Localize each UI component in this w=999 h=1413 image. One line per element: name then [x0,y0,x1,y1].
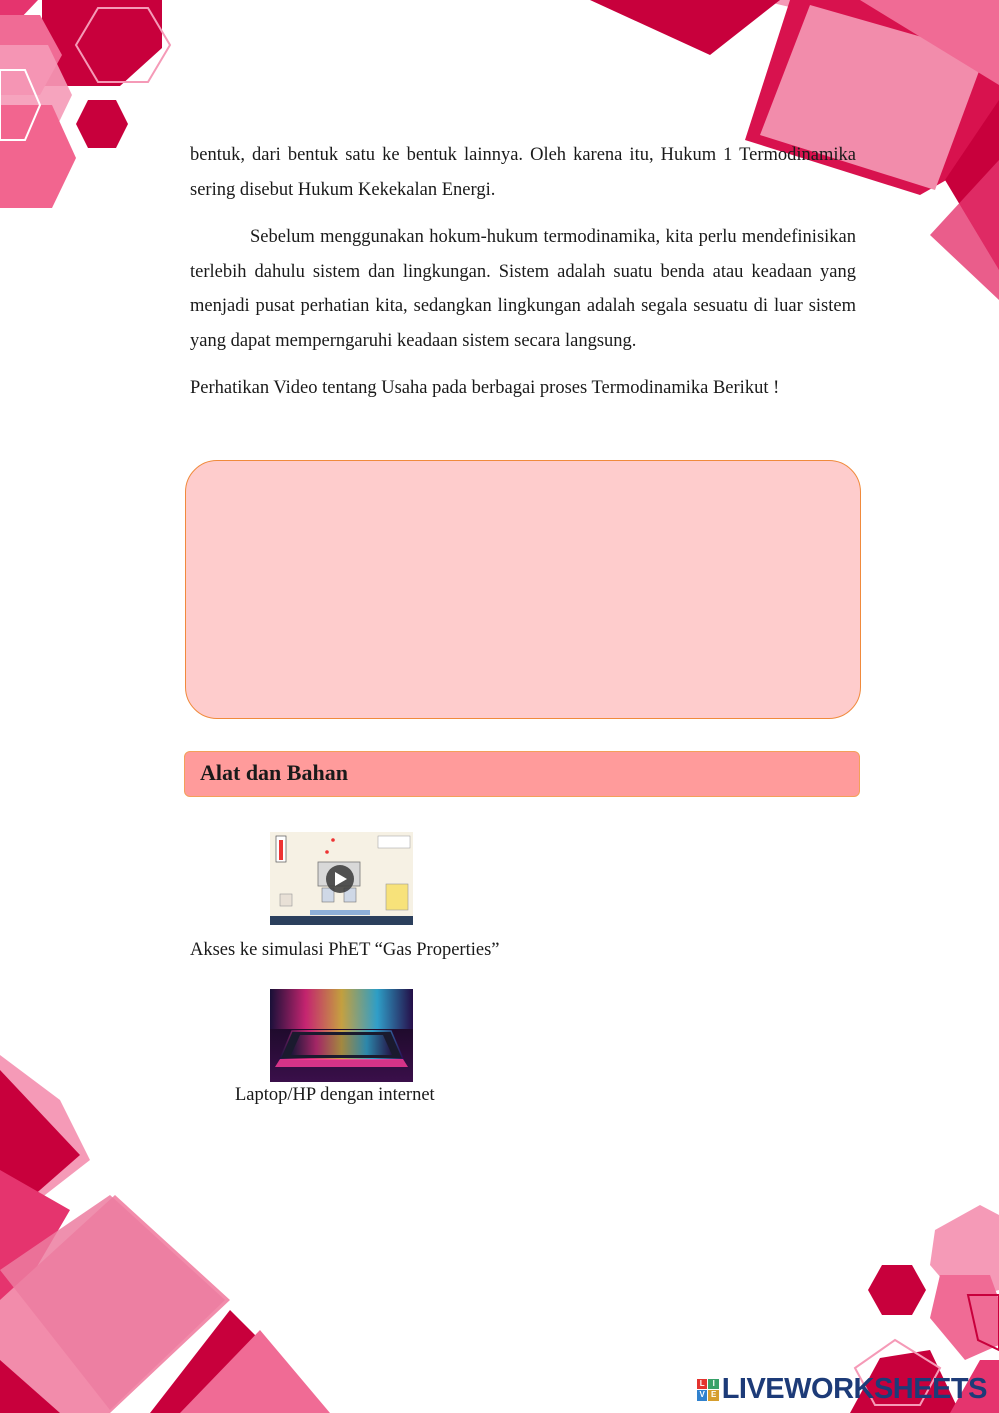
paragraph-1: bentuk, dari bentuk satu ke bentuk lainnya. Oleh karena itu, Hukum 1 Termodinamika sering disebut Hukum Kekekalan Energi. [190,145,856,200]
paragraph-3: Perhatikan Video tentang Usaha pada berbagai proses Termodinamika Berikut ! [190,378,780,398]
body-text [190,138,856,419]
section-header [184,751,860,797]
deco-shape [930,1275,999,1360]
liveworksheets-logo [697,1373,987,1406]
laptop-caption: Laptop/HP dengan internet [235,1085,435,1105]
play-icon[interactable] [326,865,354,893]
deco-shape [0,105,76,208]
phet-simulation-thumbnail[interactable] [270,832,413,925]
deco-shape [590,0,780,55]
brand-logo-icon: L I V E [697,1379,719,1401]
section-title: Alat dan Bahan [200,760,348,785]
paragraph-2: Sebelum menggunakan hokum-hukum termodinamika, kita perlu mendefinisikan terlebih dahulu sistem dan lingkungan. Sistem adalah suatu benda atau keadaan yang menjadi pusat perhatian kita, sedangkan lingkungan adalah segala sesuatu di luar sistem yang dapat memperngaruhi keadaan sistem secara langsung. [190,227,856,351]
laptop-thumbnail [270,989,413,1082]
video-embed-box[interactable] [185,460,861,719]
deco-shape [76,100,128,148]
brand-text: LIVEWORKSHEETS [721,1373,987,1405]
phet-caption: Akses ke simulasi PhET “Gas Properties” [190,940,500,960]
deco-shape [868,1265,926,1315]
